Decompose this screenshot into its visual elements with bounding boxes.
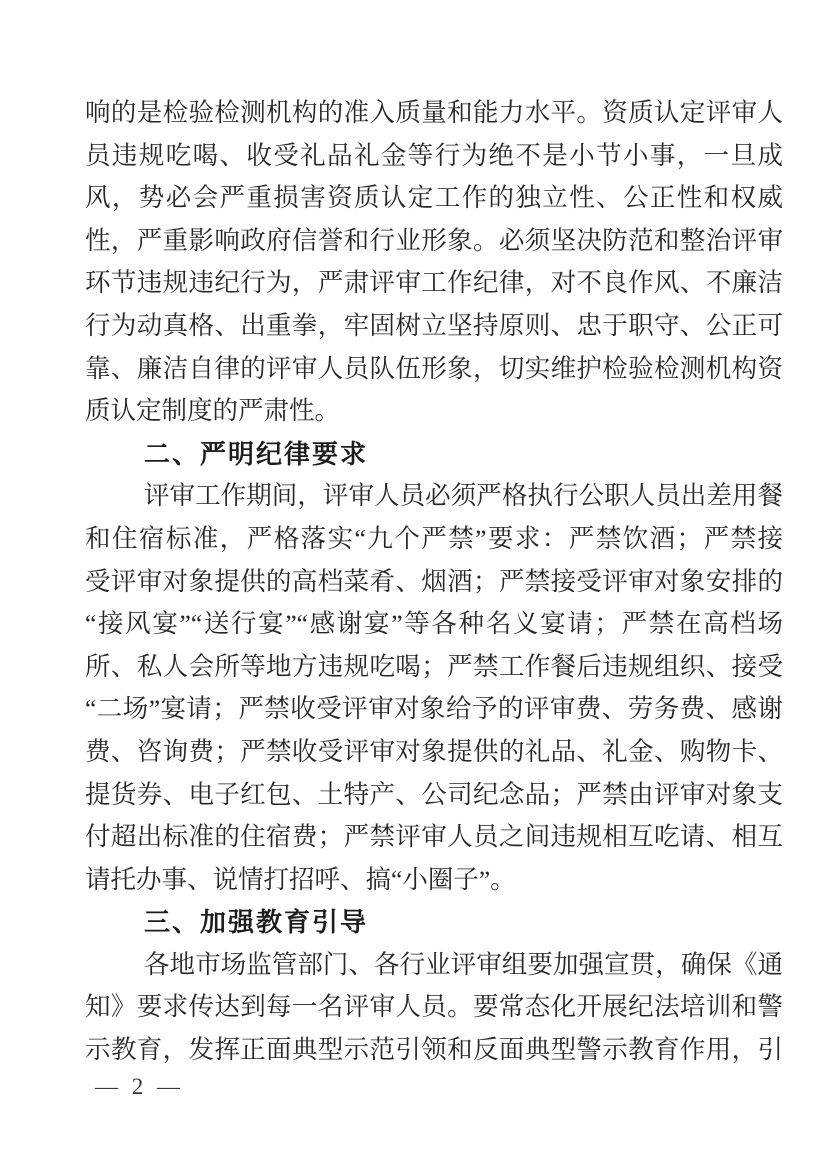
- paragraph: [85, 92, 783, 433]
- text-line: 和住宿标准，严格落实“九个严禁”要求：严禁饮酒；严禁接: [85, 523, 783, 553]
- text-line: 付超出标准的住宿费；严禁评审人员之间违规相互吃请、相互: [85, 822, 783, 852]
- text-line: 风，势必会严重损害资质认定工作的独立性、公正性和权威: [85, 183, 783, 213]
- text-line: 员违规吃喝、收受礼品礼金等行为绝不是小节小事，一旦成: [85, 140, 783, 170]
- text-line: 质认定制度的严肃性。: [85, 396, 341, 426]
- text-line: 行为动真格、出重拳，牢固树立坚持原则、忠于职守、公正可: [85, 310, 783, 340]
- text-line: 各地市场监管部门、各行业评审组要加强宣贯，确保《通: [144, 949, 783, 979]
- text-line: 靠、廉洁自律的评审人员队伍形象，切实维护检验检测机构资: [85, 353, 783, 383]
- text-line: 性，严重影响政府信誉和行业形象。必须坚决防范和整治评审: [85, 225, 783, 255]
- section-heading: 三、加强教育引导: [144, 907, 369, 938]
- section-heading: 二、严明纪律要求: [144, 438, 369, 469]
- text-line: 提货券、电子红包、土特产、公司纪念品；严禁由评审对象支: [85, 779, 783, 809]
- text-line: “二场”宴请；严禁收受评审对象给予的评审费、劳务费、感谢: [85, 694, 783, 724]
- text-line: 评审工作期间，评审人员必须严格执行公职人员出差用餐: [144, 481, 783, 511]
- text-line: 所、私人会所等地方违规吃喝；严禁工作餐后违规组织、接受: [85, 651, 783, 681]
- text-line: 环节违规违纪行为，严肃评审工作纪律，对不良作风、不廉洁: [85, 268, 783, 298]
- text-line: 受评审对象提供的高档菜肴、烟酒；严禁接受评审对象安排的: [85, 566, 783, 596]
- text-line: 费、咨询费；严禁收受评审对象提供的礼品、礼金、购物卡、: [85, 736, 783, 766]
- text-line: 请托办事、说情打招呼、搞“小圈子”。: [85, 864, 516, 894]
- text-line: “接风宴”“送行宴”“感谢宴”等各种名义宴请；严禁在高档场: [85, 609, 783, 639]
- paragraph: [85, 944, 783, 1072]
- text-line: 知》要求传达到每一名评审人员。要常态化开展纪法培训和警: [85, 992, 783, 1022]
- text-line: 响的是检验检测机构的准入质量和能力水平。资质认定评审人: [85, 98, 783, 127]
- paragraph: [85, 475, 783, 901]
- text-line: 示教育，发挥正面典型示范引领和反面典型警示教育作用，引: [85, 1035, 783, 1065]
- page-number: — 2 —: [95, 1074, 184, 1099]
- document-body: [85, 92, 783, 1072]
